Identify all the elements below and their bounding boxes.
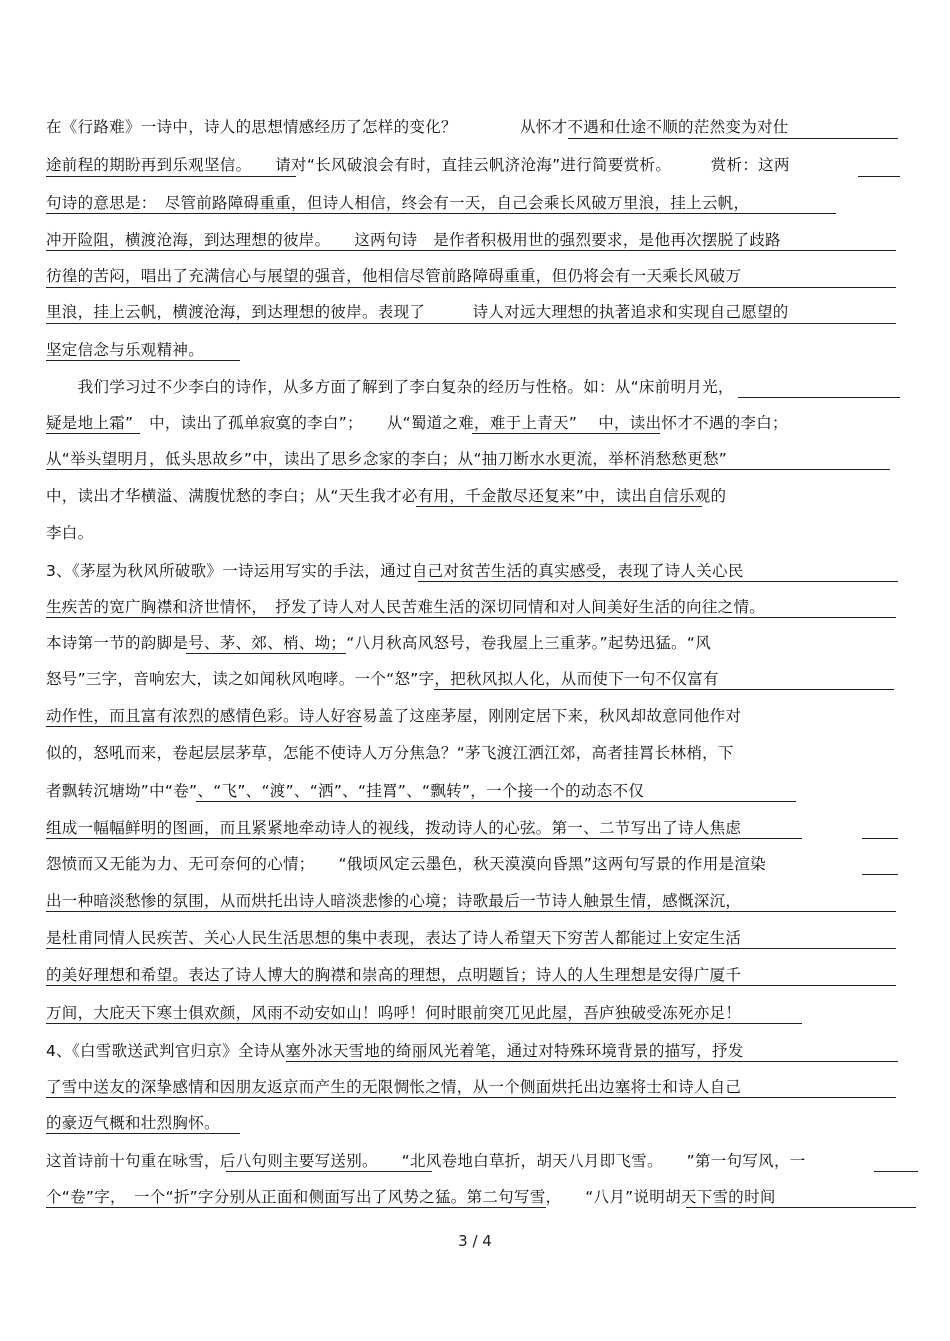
answer-underline [226,1171,432,1172]
answer-underline [46,1207,546,1208]
answer-underline [472,433,660,434]
text-line: 者飘转沉塘坳”中“卷”、“飞”、“渡”、“洒”、“挂罥”、“飘转”，一个接一个的动态不仅 [46,782,645,800]
answer-underline [46,360,240,361]
answer-underline [196,801,796,802]
answer-underline [46,838,802,839]
text-line: 了雪中送友的深挚感情和因朋友返京而产生的无限惆怅之情，从一个侧面烘托出边塞将士和诗人自己 [46,1078,742,1096]
text-line: 怨愤而又无能为力、无可奈何的心情； “俄顷风定云墨色，秋天漠漠向昏黑”这两句写景的作用是渲染 [46,855,766,873]
answer-underline [416,506,702,507]
text-line: 彷徨的苦闷，唱出了充满信心与展望的强音，他相信尽管前路障碍重重，但仍将会有一天乘长风破万 [46,267,742,285]
text-line: 组成一幅幅鲜明的图画，而且紧紧地牵动诗人的视线，拨动诗人的心弦。第一、二节写出了诗人焦虑 [46,819,742,837]
text-line: 疑是地上霜” 中，读出了孤单寂寞的李白”； 从“蜀道之难，难于上青天” 中，读出怀才不遇的李白； [46,414,788,432]
text-line: 李白。 [46,524,94,542]
answer-underline [46,433,140,434]
text-line: 句诗的意思是： 尽管前路障碍重重，但诗人相信，终会有一天，自己会乘长风破万里浪，挂上云帆， [46,194,750,212]
text-line: 坚定信念与乐观精神。 [46,341,205,359]
answer-underline [46,176,296,177]
answer-underline [418,581,898,582]
text-line: 我们学习过不少李白的诗作，从多方面了解到了李白复杂的经历与性格。如：从“床前明月光， [46,378,734,396]
answer-underline [686,1207,916,1208]
text-line: 4、《白雪歌送武判官归京》全诗从塞外冰天雪地的绮丽风光着笔，通过对特殊环境背景的描写，抒发 [46,1042,744,1060]
answer-underline [862,838,898,839]
answer-underline [46,911,896,912]
text-line: 个“卷”字， 一个“折”字分别从正面和侧面写出了风势之猛。第二句写雪， “八月”说明胡天下雪的时间 [46,1188,776,1206]
answer-underline [186,653,346,654]
text-line: 途前程的期盼再到乐观坚信。 请对“长风破浪会有时，直挂云帆济沧海”进行简要赏析。 赏析：这两 [46,156,790,174]
answer-underline [46,985,896,986]
answer-underline [46,1133,240,1134]
answer-underline [738,397,900,398]
text-line: 3、《茅屋为秋风所破歌》一诗运用写实的手法，通过自己对贫苦生活的真实感受，表现了诗人关心民 [46,562,744,580]
text-line: 怒号”三字，音响宏大，读之如闻秋风咆哮。一个“怒”字，把秋风拟人化，从而使下一句不仅富有 [46,670,719,688]
text-line: 的美好理想和希望。表达了诗人博大的胸襟和崇高的理想，点明题旨；诗人的人生理想是安得广厦千 [46,966,742,984]
answer-underline [862,874,898,875]
answer-underline [434,689,894,690]
answer-underline [46,948,896,949]
text-line: 冲开险阻，横渡沧海，到达理想的彼岸。 这两句诗 是作者积极用世的强烈要求，是他再次摆脱了歧路 [46,231,781,249]
answer-underline [874,1171,918,1172]
text-line: 似的，怒吼而来，卷起层层茅草，怎能不使诗人万分焦急？“茅飞渡江洒江郊，高者挂罥长林梢，下 [46,744,734,762]
answer-underline [46,250,896,251]
answer-underline [46,287,896,288]
text-line: 是杜甫同情人民疾苦、关心人民生活思想的集中表现，表达了诗人希望天下穷苦人都能过上安定生活 [46,929,742,947]
answer-underline [46,213,836,214]
answer-underline [46,323,896,324]
page-number: 3 / 4 [458,1232,492,1250]
answer-underline [46,1023,802,1024]
answer-underline [858,176,900,177]
answer-underline [46,726,362,727]
answer-underline [46,469,890,470]
text-line: 生疾苦的宽广胸襟和济世情怀， 抒发了诗人对人民苦难生活的深切同情和对人间美好生活的向往之情。 [46,598,766,616]
answer-underline [568,138,898,139]
text-line: 从“举头望明月，低头思故乡”中，读出了思乡念家的李白；从“抽刀断水水更流，举杯消愁愁更愁” [46,450,728,468]
text-line: 在《行路难》一诗中，诗人的思想情感经历了怎样的变化？ 从怀才不遇和仕途不顺的茫然变为对仕 [46,118,789,136]
answer-underline [286,1061,898,1062]
answer-underline [46,1097,896,1098]
text-line: 万间，大庇天下寒士俱欢颜，风雨不动安如山！呜呼！何时眼前突兀见此屋，吾庐独破受冻死亦足！ [46,1004,742,1022]
answer-underline [46,617,896,618]
text-line: 的豪迈气概和壮烈胸怀。 [46,1114,220,1132]
text-line: 本诗第一节的韵脚是号、茅、郊、梢、坳；“八月秋高风怒号，卷我屋上三重茅。”起势迅猛。“风 [46,634,712,652]
text-line: 动作性，而且富有浓烈的感情色彩。诗人好容易盖了这座茅屋，刚刚定居下来，秋风却故意同他作对 [46,707,742,725]
text-line: 里浪，挂上云帆，横渡沧海，到达理想的彼岸。表现了 诗人对远大理想的执著追求和实现自己愿望的 [46,303,789,321]
text-line: 这首诗前十句重在咏雪，后八句则主要写送别。 “北风卷地白草折，胡天八月即飞雪。 ”第一句写风，一 [46,1152,806,1170]
text-line: 中，读出才华横溢、满腹忧愁的李白；从“天生我才必有用，千金散尽还复来”中，读出自信乐观的 [46,487,727,505]
text-line: 出一种暗淡愁惨的氛围，从而烘托出诗人暗淡悲惨的心境；诗歌最后一节诗人触景生情，感慨深沉， [46,892,742,910]
